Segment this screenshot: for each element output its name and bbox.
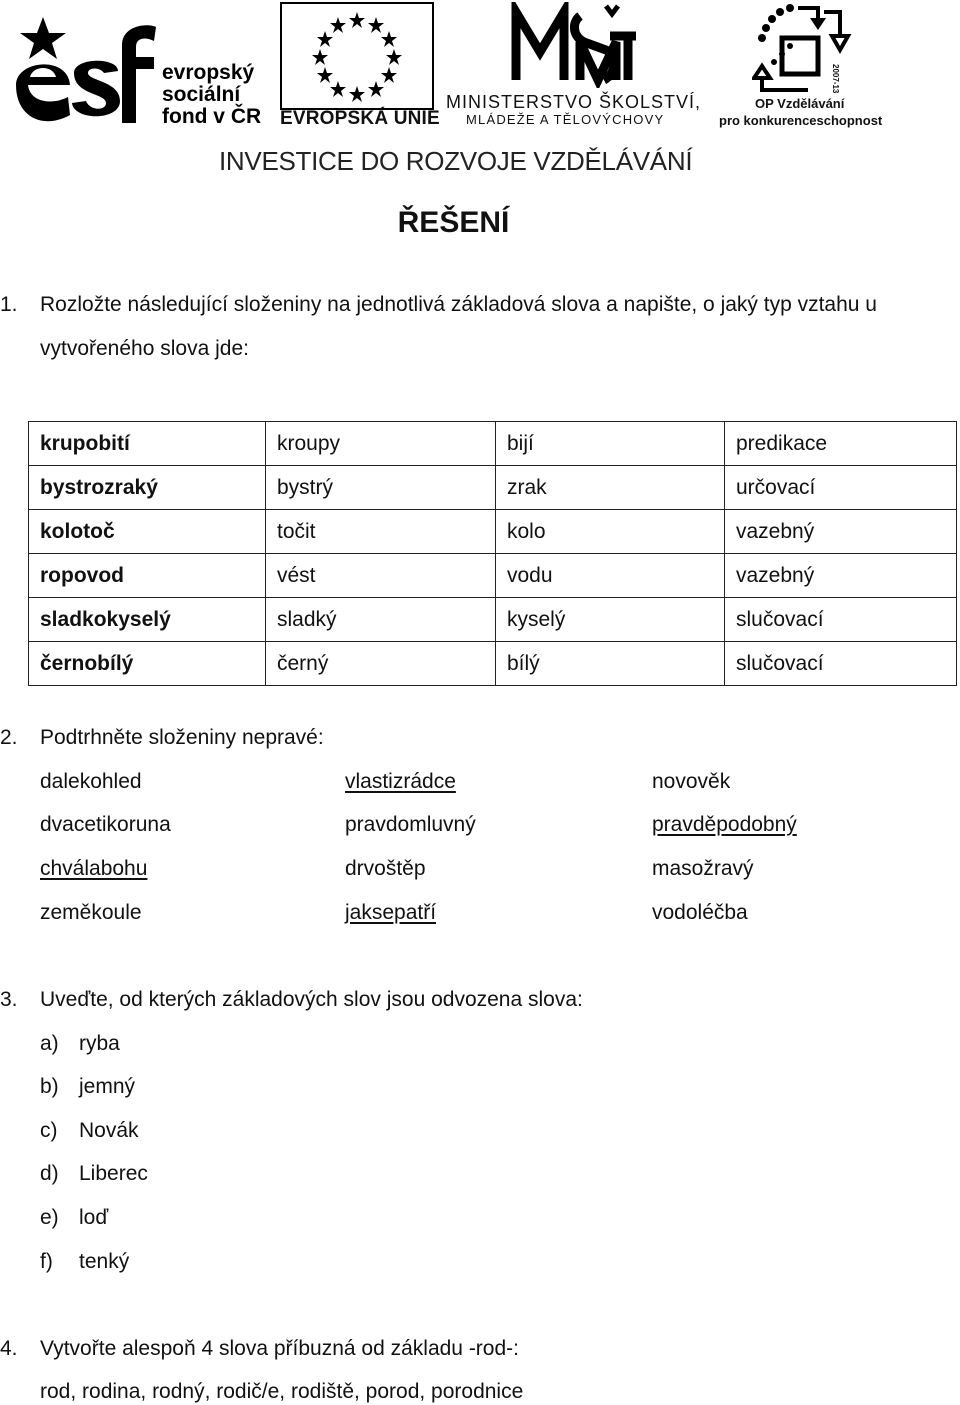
table-row: [29, 554, 957, 598]
word-item-underlined: jaksepatří: [345, 901, 437, 924]
relation-type-cell: predikace: [725, 422, 957, 466]
base-word-cell: zrak: [496, 466, 725, 510]
list-item: ryba: [79, 1032, 120, 1055]
word-item: pravdomluvný: [345, 813, 476, 836]
base-word-cell: bijí: [496, 422, 725, 466]
word-item-underlined: chválabohu: [40, 857, 148, 880]
word-item: dvacetikoruna: [40, 813, 171, 836]
word-item: dalekohled: [40, 770, 142, 793]
table-row: [29, 642, 957, 686]
word-item-underlined: vlastizrádce: [345, 770, 456, 793]
relation-type-cell: určovací: [725, 466, 957, 510]
compound-cell: ropovod: [29, 554, 266, 598]
op-years-label: 2007-13: [831, 64, 840, 94]
msmt-name-line1: MINISTERSTVO ŠKOLSTVÍ,: [446, 92, 702, 112]
compound-cell: černobílý: [29, 642, 266, 686]
table-row: [29, 422, 957, 466]
word-item: vodoléčba: [652, 901, 748, 924]
list-marker: c): [40, 1119, 58, 1142]
list-item: Novák: [79, 1119, 139, 1142]
eu-label: EVROPSKÁ UNIE: [280, 108, 440, 129]
base-word-cell: kolo: [496, 510, 725, 554]
table-row: [29, 466, 957, 510]
relation-type-cell: slučovací: [725, 642, 957, 686]
q1-text-line1: Rozložte následující složeniny na jednotlivá základová slova a napište, o jaký typ vztahu u: [40, 293, 877, 316]
base-word-cell: točit: [266, 510, 496, 554]
word-item: zeměkoule: [40, 901, 142, 924]
compound-cell: kolotoč: [29, 510, 266, 554]
list-item: Liberec: [79, 1162, 148, 1185]
eu-flag-logo: [280, 2, 434, 110]
list-marker: a): [40, 1032, 59, 1055]
base-word-cell: kroupy: [266, 422, 496, 466]
list-marker: f): [40, 1250, 53, 1273]
esf-logo: [8, 5, 158, 130]
compound-cell: bystrozraký: [29, 466, 266, 510]
q2-number: 2.: [0, 726, 18, 749]
list-item: tenký: [79, 1250, 130, 1273]
msmt-name-line2: MLÁDEŽE A TĚLOVÝCHOVY: [466, 112, 665, 127]
q1-text-line2: vytvořeného slova jde:: [40, 337, 249, 360]
q1-answer-table: [28, 421, 957, 686]
esf-logo-text: evropský sociální fond v ČR: [162, 61, 262, 128]
q3-number: 3.: [0, 988, 18, 1011]
table-row: [29, 510, 957, 554]
base-word-cell: kyselý: [496, 598, 725, 642]
q1-number: 1.: [0, 293, 18, 316]
base-word-cell: vést: [266, 554, 496, 598]
op-name-line2: pro konkurenceschopnost: [719, 113, 883, 128]
q4-answer: rod, rodina, rodný, rodič/e, rodiště, porod, porodnice: [40, 1380, 524, 1403]
q2-text: Podtrhněte složeniny nepravé:: [40, 726, 324, 749]
table-row: [29, 598, 957, 642]
list-item: loď: [79, 1206, 109, 1229]
op-name-line1: OP Vzdělávání: [755, 96, 845, 111]
base-word-cell: černý: [266, 642, 496, 686]
investment-banner: INVESTICE DO ROZVOJE VZDĚLÁVÁNÍ: [219, 146, 693, 176]
base-word-cell: bílý: [496, 642, 725, 686]
list-item: jemný: [79, 1075, 136, 1098]
q3-text: Uveďte, od kterých základových slov jsou odvozena slova:: [40, 988, 583, 1011]
base-word-cell: bystrý: [266, 466, 496, 510]
base-word-cell: sladký: [266, 598, 496, 642]
relation-type-cell: slučovací: [725, 598, 957, 642]
word-item: drvoštěp: [345, 857, 426, 880]
relation-type-cell: vazebný: [725, 554, 957, 598]
word-item: masožravý: [652, 857, 754, 880]
list-marker: b): [40, 1075, 59, 1098]
word-item: novověk: [652, 770, 731, 793]
q4-number: 4.: [0, 1337, 18, 1360]
compound-cell: sladkokyselý: [29, 598, 266, 642]
word-item-underlined: pravděpodobný: [652, 813, 797, 836]
relation-type-cell: vazebný: [725, 510, 957, 554]
msmt-logo: [510, 2, 640, 88]
q4-text: Vytvořte alespoň 4 slova příbuzná od základu -rod-:: [40, 1337, 519, 1360]
list-marker: e): [40, 1206, 59, 1229]
base-word-cell: vodu: [496, 554, 725, 598]
page-title: ŘEŠENÍ: [397, 206, 510, 239]
list-marker: d): [40, 1162, 59, 1185]
compound-cell: krupobití: [29, 422, 266, 466]
